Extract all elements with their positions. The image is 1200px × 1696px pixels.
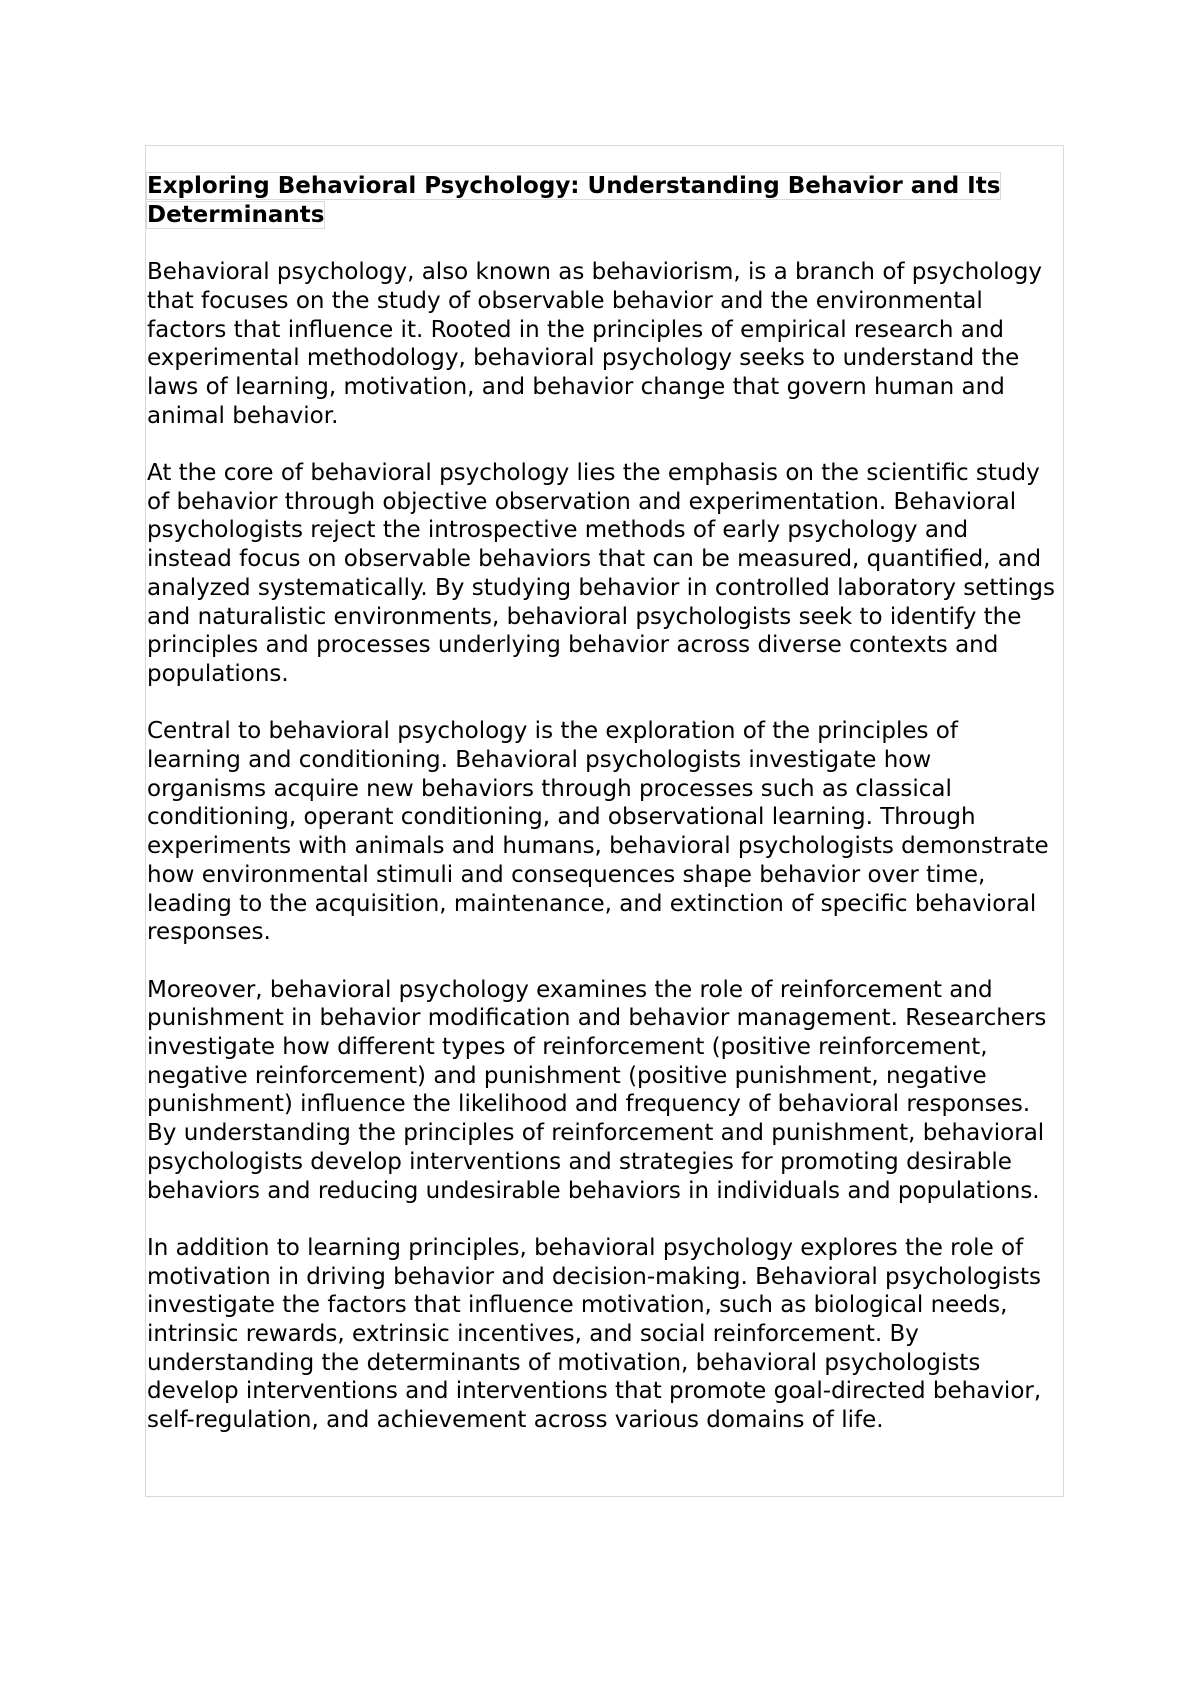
document-title: Exploring Behavioral Psychology: Understanding Behavior and Its Determinants	[147, 173, 1001, 228]
paragraph-4: Moreover, behavioral psychology examines the role of reinforcement and punishment in behavior modification and behavior management. Researchers investigate how different types of reinforcement (positive reinforcement, negative reinforcement) and punishment (positive punishment, negative punishment) influence the likelihood and frequency of behavioral responses. By understanding the principles of reinforcement and punishment, behavioral psychologists develop interventions and strategies for promoting desirable behaviors and reducing undesirable behaviors in individuals and populations.	[147, 976, 1047, 1204]
title-block	[147, 172, 1057, 229]
paragraph-2: At the core of behavioral psychology lies the emphasis on the scientific study of behavior through objective observation and experimentation. Behavioral psychologists reject the introspective methods of early psychology and instead focus on observable behaviors that can be measured, quantified, and analyzed systematically. By studying behavior in controlled laboratory settings and naturalistic environments, behavioral psychologists seek to identify the principles and processes underlying behavior across diverse contexts and populations.	[147, 460, 1056, 687]
document-body	[147, 172, 1057, 1435]
paragraph-5: In addition to learning principles, behavioral psychology explores the role of motivation in driving behavior and decision-making. Behavioral psychologists investigate the factors that influence motivation, such as biological needs, intrinsic rewards, extrinsic incentives, and social reinforcement. By understanding the determinants of motivation, behavioral psychologists develop interventions and interventions that promote goal-directed behavior, self-regulation, and achievement across various domains of life.	[147, 1234, 1042, 1434]
paragraph-1: Behavioral psychology, also known as behaviorism, is a branch of psychology that focuses on the study of observable behavior and the environmental factors that influence it. Rooted in the principles of empirical research and experimental methodology, behavioral psychology seeks to understand the laws of learning, motivation, and behavior change that govern human and animal behavior.	[147, 259, 1042, 429]
paragraph-3: Central to behavioral psychology is the exploration of the principles of learning and conditioning. Behavioral psychologists investigate how organisms acquire new behaviors through processes such as classical conditioning, operant conditioning, and observational learning. Through experiments with animals and humans, behavioral psychologists demonstrate how environmental stimuli and consequences shape behavior over time, leading to the acquisition, maintenance, and extinction of specific behavioral responses.	[147, 718, 1049, 946]
